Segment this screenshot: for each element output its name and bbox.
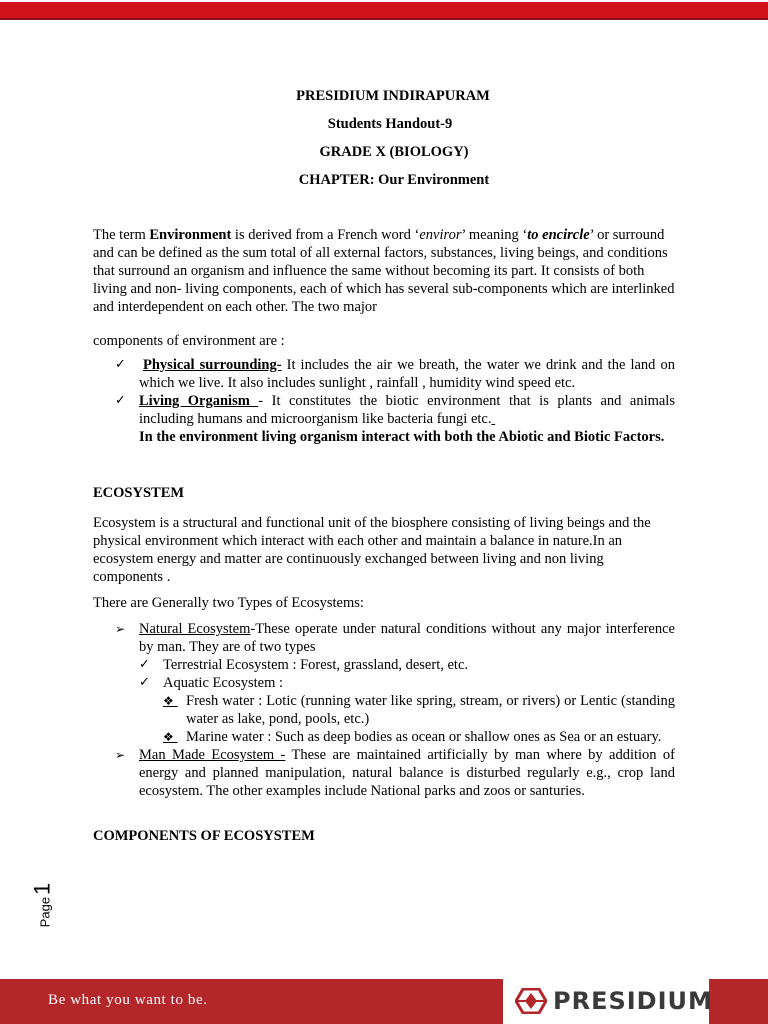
school-name: PRESIDIUM INDIRAPURAM <box>296 88 490 104</box>
ecosystem-heading: ECOSYSTEM <box>93 485 185 501</box>
footer-brand: PRESIDIUM <box>553 987 713 1015</box>
arrow-bullet-icon: ➢ <box>115 622 126 636</box>
living-note: In the environment living organism interact with both the Abiotic and Biotic Factors. <box>139 429 665 445</box>
document-body <box>93 226 675 845</box>
intro-paragraph: The term Environment is derived from a French word ‘enviror’ meaning ‘to encircle’ or surround and can be defined as the sum total of all external factors, substances, living beings, and conditions that surround an organism and influence the same without becoming its part. It consists of both living and non- living components, each of which has several sub-components which are interlinked and interdependent on each other. The two major <box>93 227 675 315</box>
list-item: ❖ Marine water : Such as deep bodies as ocean or shallow ones as Sea or an estuary. <box>163 729 662 745</box>
ecosystem-types-intro: There are Generally two Types of Ecosystems: <box>93 595 364 611</box>
physical-title: Physical surrounding- <box>143 357 282 373</box>
ecosystem-types-list <box>115 620 675 800</box>
components-intro: components of environment are : <box>93 333 285 349</box>
diamond-bullet-icon: ❖ <box>163 694 178 708</box>
list-item: ✓ Aquatic Ecosystem : ❖ Fresh water : Lotic (running water like spring, stream, or rivers) or Lentic (standing water as lake, pond, pools, etc.) ❖ Marine water : Such as deep bodies as ocean or shallow ones as Sea or an estuary. <box>139 675 675 745</box>
footer-tagline: Be what you want to be. <box>48 992 208 1008</box>
document-header <box>0 86 768 198</box>
list-item: ✓ Living Organism - It constitutes the biotic environment that is plants and animals including humans and microorganism like bacteria fungi etc. In the environment living organism interact with both the Abiotic and Biotic Factors. <box>115 393 675 445</box>
page-number-label <box>20 870 80 930</box>
check-mark-icon: ✓ <box>115 357 126 372</box>
page-number: 1 <box>29 882 55 895</box>
footer-logo <box>503 979 713 1024</box>
term-encircle: to encircle <box>527 227 590 243</box>
chapter-title: CHAPTER: Our Environment <box>298 172 490 188</box>
components-list <box>115 356 675 446</box>
list-item: ➢ Natural Ecosystem-These operate under natural conditions without any major interference by man. They are of two types ✓ Terrestrial Ecosystem : Forest, grassland, desert, etc. ✓ Aquatic Ecosystem : ❖ Fresh water : Lotic (running water like spring, stream, or rivers) or Lentic (standing water as lake, pond, pools, etc.) ❖ Marine water : Such as deep bodies as ocean or shallow ones as Sea or an estuary. <box>115 621 675 745</box>
manmade-ecosystem-title: Man Made Ecosystem - <box>139 747 286 763</box>
presidium-logo-icon <box>515 988 547 1014</box>
footer-bar <box>0 979 768 1024</box>
top-red-bar <box>0 2 768 20</box>
term-enviror: enviror <box>419 227 462 243</box>
check-mark-icon: ✓ <box>139 657 150 672</box>
check-mark-icon: ✓ <box>139 675 150 690</box>
list-item: ❖ Fresh water : Lotic (running water like spring, stream, or rivers) or Lentic (standing water as lake, pond, pools, etc.) <box>163 693 675 727</box>
natural-subtypes <box>139 656 675 746</box>
components-heading: COMPONENTS OF ECOSYSTEM <box>93 828 315 844</box>
ecosystem-definition: Ecosystem is a structural and functional unit of the biosphere consisting of living beings and the physical environment which interact with each other and maintain a balance in nature.In an ecosystem energy and matter are continuously exchanged between living and non living components . <box>93 515 651 585</box>
handout-title: Students Handout-9 <box>327 116 453 132</box>
aquatic-subtypes <box>163 692 675 746</box>
page-word: Page <box>37 896 53 928</box>
living-title: Living Organism <box>139 393 259 409</box>
list-item: ✓ Terrestrial Ecosystem : Forest, grassland, desert, etc. <box>139 657 469 673</box>
check-mark-icon: ✓ <box>115 393 126 408</box>
natural-ecosystem-title: Natural Ecosystem <box>139 621 251 637</box>
list-item: ➢ Man Made Ecosystem - These are maintained artificially by man where by addition of energy and planned manipulation, natural balance is disturbed regularly e.g., crop land ecosystem. The other examples include National parks and zoos or santuries. <box>115 747 675 799</box>
diamond-bullet-icon: ❖ <box>163 730 178 744</box>
grade-title: GRADE X (BIOLOGY) <box>319 144 469 160</box>
term-environment: Environment <box>149 227 232 243</box>
list-item: ✓ Physical surrounding- It includes the air we breath, the water we drink and the land on which we live. It also includes sunlight , rainfall , humidity wind speed etc. <box>115 357 675 391</box>
arrow-bullet-icon: ➢ <box>115 748 126 762</box>
